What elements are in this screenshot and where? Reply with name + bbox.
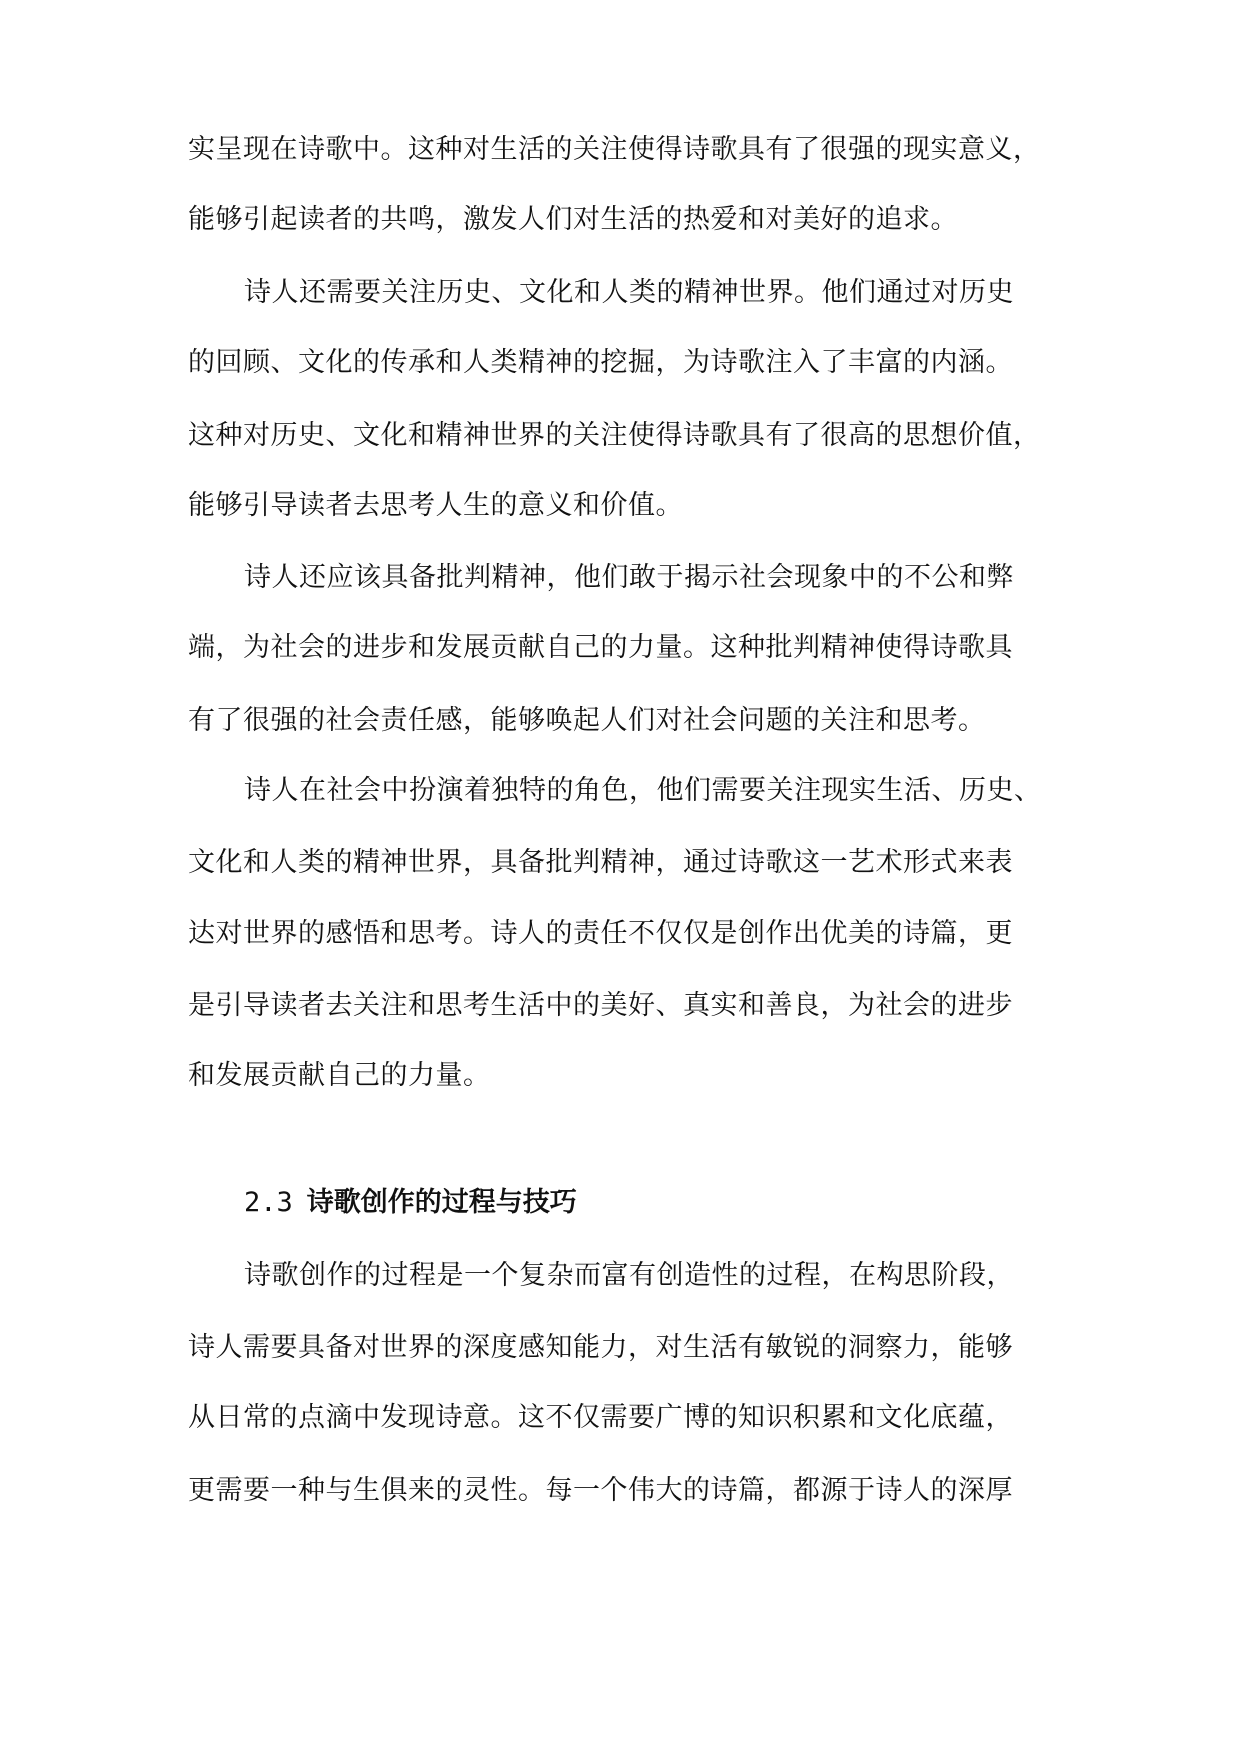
paragraph-line: 诗人还应该具备批判精神，他们敢于揭示社会现象中的不公和弊 [244,562,1014,593]
paragraph-line: 能够引起读者的共鸣，激发人们对生活的热爱和对美好的追求。 [188,204,958,235]
paragraph-line: 的回顾、文化的传承和人类精神的挖掘，为诗歌注入了丰富的内涵。 [188,347,1013,378]
paragraph-line: 端，为社会的进步和发展贡献自己的力量。这种批判精神使得诗歌具 [188,632,1013,663]
paragraph-line: 这种对历史、文化和精神世界的关注使得诗歌具有了很高的思想价值， [188,420,1041,451]
paragraph-line: 诗人需要具备对世界的深度感知能力，对生活有敏锐的洞察力，能够 [188,1332,1013,1363]
section-heading [244,1183,577,1223]
paragraph-line: 是引导读者去关注和思考生活中的美好、真实和善良，为社会的进步 [188,990,1013,1021]
paragraph-line: 从日常的点滴中发现诗意。这不仅需要广博的知识积累和文化底蕴， [188,1402,1013,1433]
paragraph-line: 达对世界的感悟和思考。诗人的责任不仅仅是创作出优美的诗篇，更 [188,918,1013,949]
paragraph-line: 诗人还需要关注历史、文化和人类的精神世界。他们通过对历史 [244,277,1014,308]
paragraph-line: 能够引导读者去思考人生的意义和价值。 [188,490,683,521]
paragraph-line: 和发展贡献自己的力量。 [188,1060,491,1091]
section-title: 诗歌创作的过程与技巧 [306,1187,577,1218]
section-number: 2.3 [244,1187,293,1218]
paragraph-line: 诗人在社会中扮演着独特的角色，他们需要关注现实生活、历史、 [244,775,1042,806]
paragraph-line: 诗歌创作的过程是一个复杂而富有创造性的过程，在构思阶段， [244,1260,1014,1291]
paragraph-line: 更需要一种与生俱来的灵性。每一个伟大的诗篇，都源于诗人的深厚 [188,1475,1013,1506]
paragraph-line: 文化和人类的精神世界，具备批判精神，通过诗歌这一艺术形式来表 [188,847,1013,878]
paragraph-line: 有了很强的社会责任感，能够唤起人们对社会问题的关注和思考。 [188,705,986,736]
paragraph-line: 实呈现在诗歌中。这种对生活的关注使得诗歌具有了很强的现实意义， [188,134,1041,165]
